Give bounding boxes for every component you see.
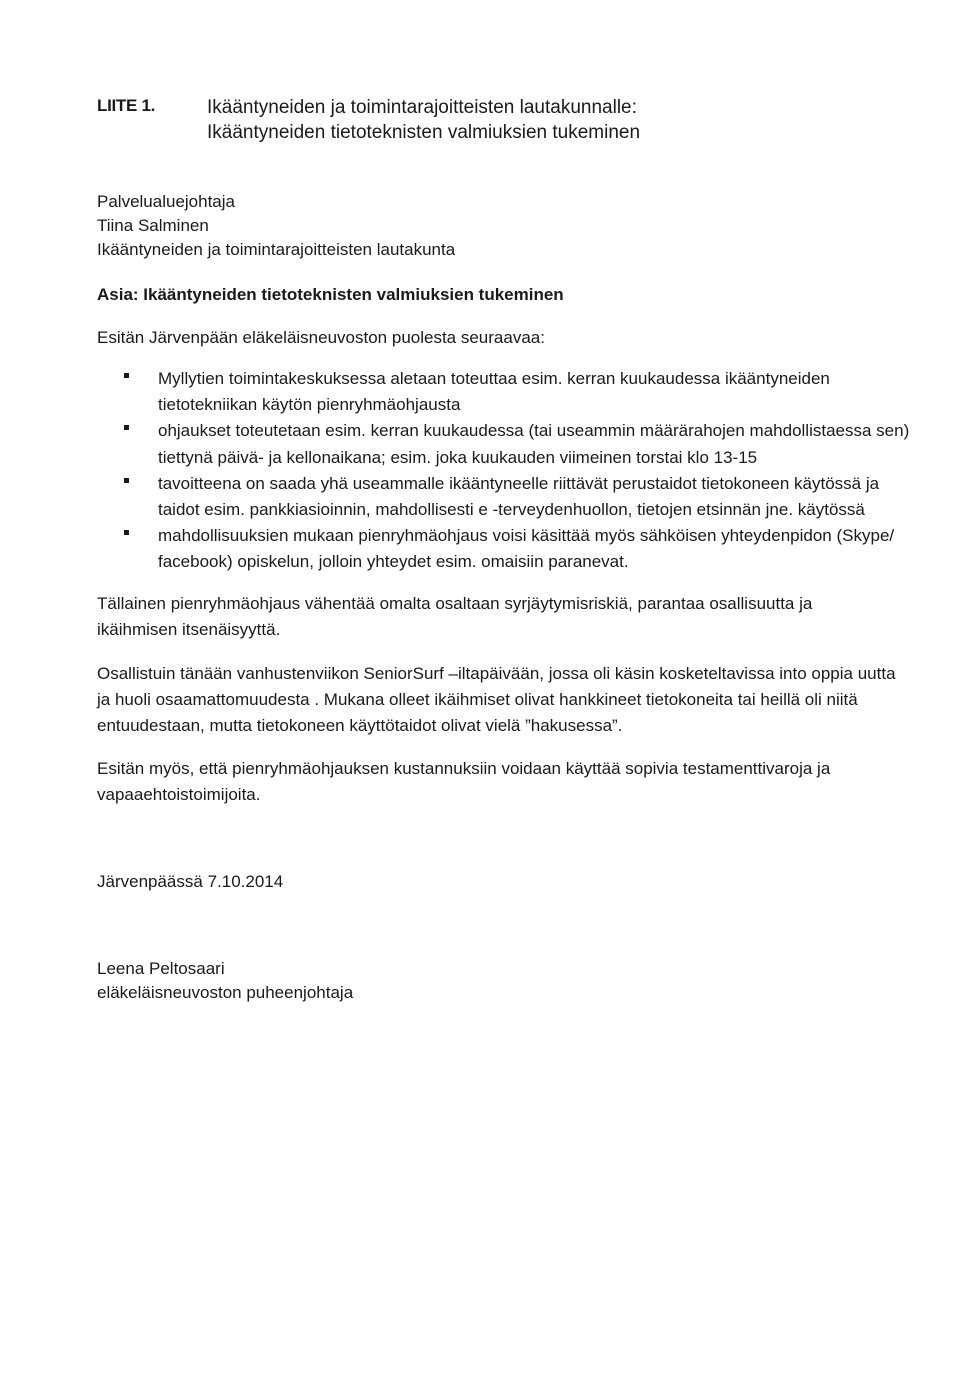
list-item: mahdollisuuksien mukaan pienryhmäohjaus voisi käsittää myös sähköisen yhteydenpidon (Skype/ <box>158 526 895 546</box>
recipient-title: Palvelualuejohtaja <box>97 192 235 211</box>
signer-name: Leena Peltosaari <box>97 959 225 978</box>
list-item: tiettynä päivä- ja kellonaikana; esim. joka kuukauden viimeinen torstai klo 13-15 <box>158 447 758 467</box>
list-item: taidot esim. pankkiasioinnin, mahdollisesti e -terveydenhuollon, tietojen etsinnän jne. käytössä <box>158 500 865 520</box>
signer-role: eläkeläisneuvoston puheenjohtaja <box>97 983 354 1002</box>
recipient-block <box>97 190 455 262</box>
paragraph-3: Esitän myös, että pienryhmäohjauksen kustannuksiin voidaan käyttää sopivia testamenttivaroja ja vapaaehtoistoimijoita. <box>97 759 831 804</box>
title-line-2: Ikääntyneiden tietoteknisten valmiuksien tukeminen <box>207 122 641 143</box>
recipient-organization: Ikääntyneiden ja toimintarajoitteisten lautakunta <box>97 240 456 259</box>
list-item: tietotekniikan käytön pienryhmäohjausta <box>158 395 461 415</box>
bullet-marker <box>124 530 129 535</box>
intro-text: Esitän Järvenpään eläkeläisneuvoston puolesta seuraavaa: <box>97 328 545 347</box>
list-item: Myllytien toimintakeskuksessa aletaan toteuttaa esim. kerran kuukaudessa ikääntyneiden <box>158 369 830 388</box>
date-line: Järvenpäässä 7.10.2014 <box>97 872 284 891</box>
document-title <box>207 95 640 145</box>
subject-line: Asia: Ikääntyneiden tietoteknisten valmiuksien tukeminen <box>97 285 564 304</box>
list-item: ohjaukset toteutetaan esim. kerran kuukaudessa (tai useammin määrärahojen mahdollistaessa sen) <box>158 421 910 441</box>
bullet-list <box>158 366 918 576</box>
paragraph-1: Tällainen pienryhmäohjaus vähentää omalta osaltaan syrjäytymisriskiä, parantaa osallisuutta ja ikäihmisen itsenäisyyttä. <box>97 594 813 639</box>
title-line-1: Ikääntyneiden ja toimintarajoitteisten lautakunnalle: <box>207 97 637 118</box>
bullet-marker <box>124 425 129 430</box>
bullet-marker <box>124 373 129 378</box>
signature-block <box>97 957 353 1005</box>
recipient-name: Tiina Salminen <box>97 216 209 235</box>
list-item: tavoitteena on saada yhä useammalle ikääntyneelle riittävät perustaidot tietokoneen käytössä ja <box>158 473 880 493</box>
attachment-label: LIITE 1. <box>97 96 156 115</box>
list-item: facebook) opiskelun, jolloin yhteydet esim. omaisiin paranevat. <box>158 552 629 572</box>
paragraph-2: Osallistuin tänään vanhustenviikon SeniorSurf –iltapäivään, jossa oli käsin kosketeltavissa into oppia uutta ja huoli osaamattomuudesta . Mukana olleet ikäihmiset olivat hankkineet tietokoneita tai heillä oli niitä entuudestaan, mutta tietokoneen käyttötaidot olivat vielä ”hakusessa”. <box>97 664 896 735</box>
bullet-marker <box>124 478 129 483</box>
